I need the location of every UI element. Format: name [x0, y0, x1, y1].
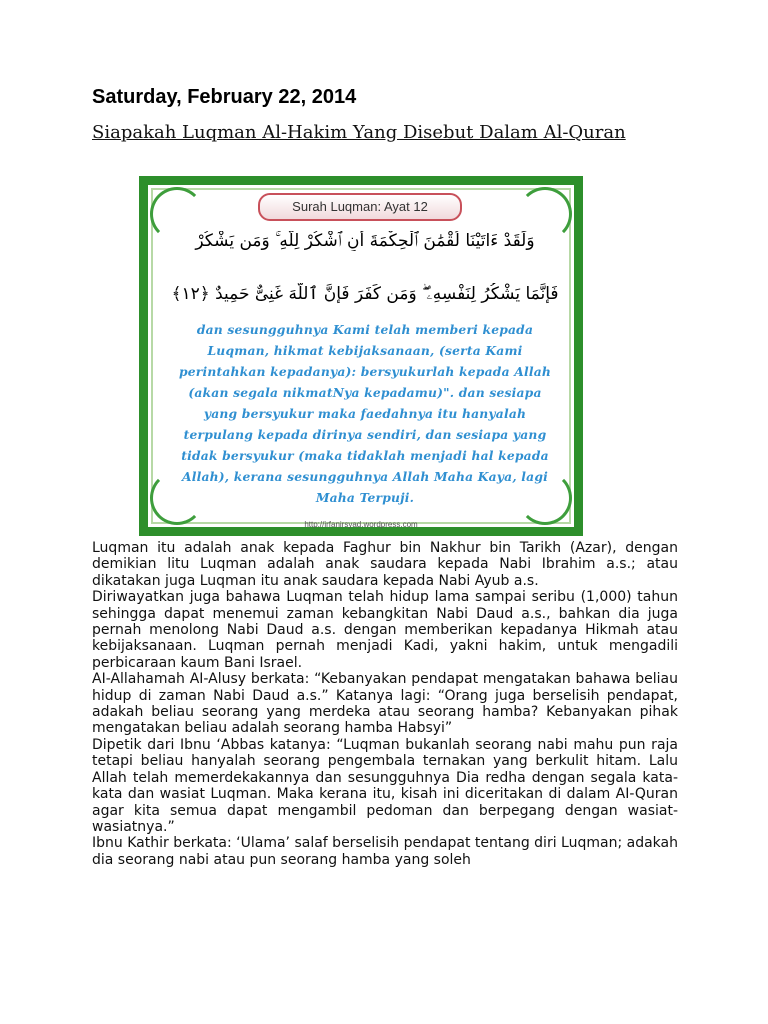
post-date: Saturday, February 22, 2014: [92, 86, 357, 108]
arabic-verse-line-1: وَلَقَدْ ءَاتَيْنَا لُقْمَٰنَ ٱلْحِكْمَةَ أَنِ ٱشْكُرْ لِلَّهِ ۚ وَمَن يَشْكُرْ: [195, 231, 535, 251]
paragraph: Ibnu Kathir berkata: ‘Ulama’ salaf berselisih pendapat tentang diri Luqman; adakah dia seorang nabi atau pun seorang hamba yang soleh: [92, 835, 678, 868]
verse-translation: dan sesungguhnya Kami telah memberi kepada Luqman, hikmat kebijaksanaan, (serta Kami perintahkan kepadanya): bersyukurlah kepada Allah (akan segala nikmatNya kepadamu)". dan sesiapa yang bersyukur maka faedahnya itu hanyalah terpulang kepada dirinya sendiri, dan sesiapa yang tidak bersyukur (maka tidaklah menjadi hal kepada Allah), kerana sesungguhnya Allah Maha Kaya, lagi Maha Terpuji.: [178, 322, 552, 505]
paragraph: AI-Allahamah AI-Alusy berkata: “Kebanyakan pendapat mengatakan bahawa beliau hidup di zaman Nabi Daud a.s.” Katanya lagi: “Orang juga berselisih pendapat, adakah beliau seorang yang merdeka atau seorang hamba? Kebanyakan pihak mengatakan beliau adalah seorang hamba Habsyi”: [92, 671, 678, 737]
post-title[interactable]: Siapakah Luqman Al-Hakim Yang Disebut Dalam Al-Quran: [92, 122, 626, 143]
paragraph: Diriwayatkan juga bahawa Luqman telah hidup lama sampai seribu (1,000) tahun sehingga dapat menemui zaman kebangkitan Nabi Daud a.s., bahkan dia juga pernah menolong Nabi Daud a.s. dengan memberikan kepadanya Hikmah atau kebijaksanaan. Luqman pernah menjadi Kadi, yakni hakim, untuk mengadili perbicaraan kaum Bani Israel.: [92, 589, 678, 671]
watermark-url: http://irfanirsyad.wordpress.com: [304, 520, 418, 529]
article-body: [92, 540, 678, 868]
paragraph: Luqman itu adalah anak kepada Faghur bin Nakhur bin Tarikh (Azar), dengan demikian litu Luqman adalah anak saudara kepada Nabi Ibrahim a.s.; atau dikatakan juga Luqman itu anak saudara kepada Nabi Ayub a.s.: [92, 540, 678, 589]
surah-label: Surah Luqman: Ayat 12: [258, 193, 462, 221]
ayat-image: [139, 176, 583, 536]
arabic-verse-line-2: فَإِنَّمَا يَشْكُرُ لِنَفْسِهِۦ ۖ وَمَن كَفَرَ فَإِنَّ ٱللَّهَ غَنِىٌّ حَمِيدٌ ﴿١٢﴾: [171, 284, 559, 304]
paragraph: Dipetik dari Ibnu ‘Abbas katanya: “Luqman bukanlah seorang nabi mahu pun raja tetapi beliau hanyalah seorang pengembala ternakan yang berkulit hitam. Lalu Allah telah memerdekakannya dan sesungguhnya Dia redha dengan segala kata-kata dan wasiat Luqman. Maka kerana itu, kisah ini diceritakan di dalam AI-Quran agar kita semua dapat mengambil pedoman dan berpegang dengan wasiat-wasiatnya.”: [92, 736, 678, 835]
